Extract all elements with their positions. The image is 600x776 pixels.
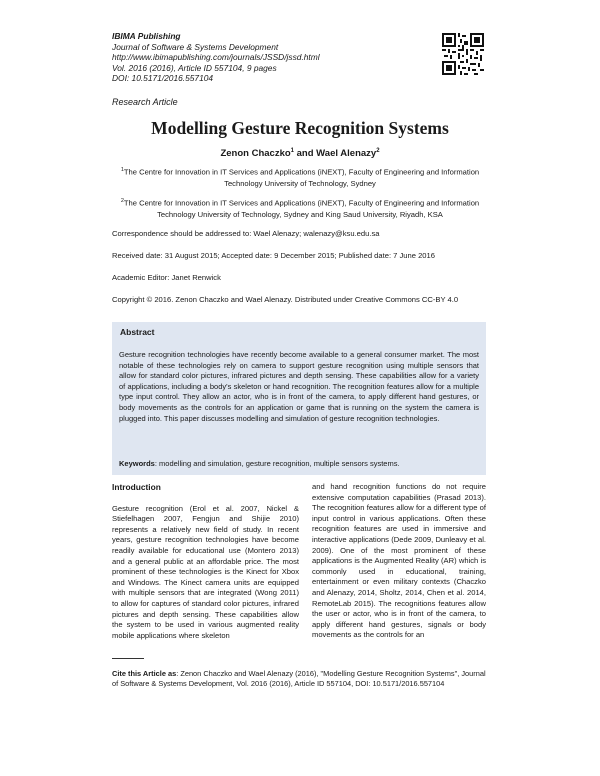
paper-title: Modelling Gesture Recognition Systems	[151, 118, 449, 138]
right-column	[312, 482, 486, 641]
affiliation-marker: 2	[120, 198, 124, 204]
correspondence: Correspondence should be addressed to: Wael Alenazy; walenazy@ksu.edu.sa	[112, 229, 380, 238]
author-name: Zenon Chaczko	[220, 148, 291, 160]
affiliation-text: The Centre for Innovation in IT Services and Applications (iNEXT), Faculty of Engineering and Information Technology University of Technology, Sydney and King Saud University, Riyadh, KSA	[123, 198, 480, 219]
journal-url[interactable]: http://www.ibimapublishing.com/journals/JSSD/jssd.html	[112, 52, 320, 63]
citation-text: : Zenon Chaczko and Wael Alenazy (2016), "Modelling Gesture Recognition Systems", Journal of Software & Systems Development, Vol. 2016 (2016), Article ID 557104, DOI: 10.5171/2016.557104	[112, 669, 486, 688]
keywords-label: Keywords	[119, 459, 155, 468]
volume-info: Vol. 2016 (2016), Article ID 557104, 9 pages	[112, 62, 277, 73]
citation-label: Cite this Article as	[112, 669, 177, 678]
publication-dates: Received date: 31 August 2015; Accepted date: 9 December 2015; Published date: 7 June 2016	[112, 251, 435, 260]
qr-code-icon	[442, 33, 484, 75]
affiliation-marker: 1	[290, 148, 294, 154]
author-line	[0, 148, 600, 159]
abstract-heading: Abstract	[120, 327, 155, 337]
abstract-box	[112, 322, 486, 475]
body-paragraph: Gesture recognition (Erol et al. 2007, Nickel & Stiefelhagen 2007, Fengjun and Shijie 2010) represents a relatively new field of study. In recent years, gesture recognition technologies have become readily available for educational use (Montero 2013) and a general public at an affordable price. The most prominent of these technologies is the Kinect for Xbox and Windows. The Kinect camera units are equipped with multiple sensors that are integrated (Wong 2011) to allow for captures of standard color pictures, infrared pictures and depth sensing. These capabilities allow the system to be used in various augmented reality mobile applications where skeleton	[112, 503, 299, 640]
author-conjunction: and	[294, 148, 317, 160]
affiliation-marker: 1	[120, 167, 124, 173]
affiliation-1	[112, 165, 488, 189]
footnote-divider	[112, 658, 144, 659]
affiliation-text: The Centre for Innovation in IT Services and Applications (iNEXT), Faculty of Engineering and Information Technology University of Technology, Sydney	[123, 167, 480, 188]
keywords	[119, 459, 479, 468]
doi: DOI: 10.5171/2016.557104	[112, 73, 214, 84]
academic-editor: Academic Editor: Janet Renwick	[112, 273, 221, 282]
body-paragraph: and hand recognition functions do not require extensive computation capabilities (Prasad 2013). The recognition features allow for a different type of input control in various applications. Often these recognition features are used in immersive and interactive applications (Dede 2009, Dunleavy et al. 2009). One of the most prominent of these applications is the Augmented Reality (AR) which is commonly used in educational, training, entertainment or even military contexts (Chaczko and Alenazy, 2014, Sholtz, 2014, Chen et al. 2014, RemoteLab 2015). The recognitions features allow the user or actor, who is in front of the camera, to apply different hand gestures, signals or body movements as the controls for an	[312, 482, 486, 640]
citation-footnote	[112, 669, 490, 689]
publisher-name: IBIMA Publishing	[112, 31, 181, 41]
left-column	[112, 482, 299, 641]
article-type: Research Article	[112, 97, 178, 107]
journal-header	[112, 31, 320, 84]
section-heading: Introduction	[112, 482, 161, 492]
affiliation-2	[112, 196, 488, 220]
author-name: Wael Alenazy	[316, 148, 377, 160]
journal-name: Journal of Software & Systems Development	[112, 41, 279, 52]
abstract-text: Gesture recognition technologies have recently become available to a general consumer market. The most notable of these technologies rely on camera to support gesture recognition using multiple sensors that allow for standard color pictures, infrared pictures and depth sensing. These capabilities allow for a variety of applications, including a body's skeleton or hand recognition. The recognition features allow for a multiple type input control. They allow an actor, who is in front of the camera, to apply different hand gestures, or body movements as the controls for an application or game that is running on the system the camera is plugged into. This paper discusses modelling and simulation of gesture recognition technologies.	[119, 350, 479, 423]
copyright-notice: Copyright © 2016. Zenon Chaczko and Wael Alenazy. Distributed under Creative Commons CC-BY 4.0	[112, 295, 459, 304]
affiliation-marker: 2	[376, 148, 380, 154]
keywords-text: : modelling and simulation, gesture recognition, multiple sensors systems.	[154, 459, 400, 468]
